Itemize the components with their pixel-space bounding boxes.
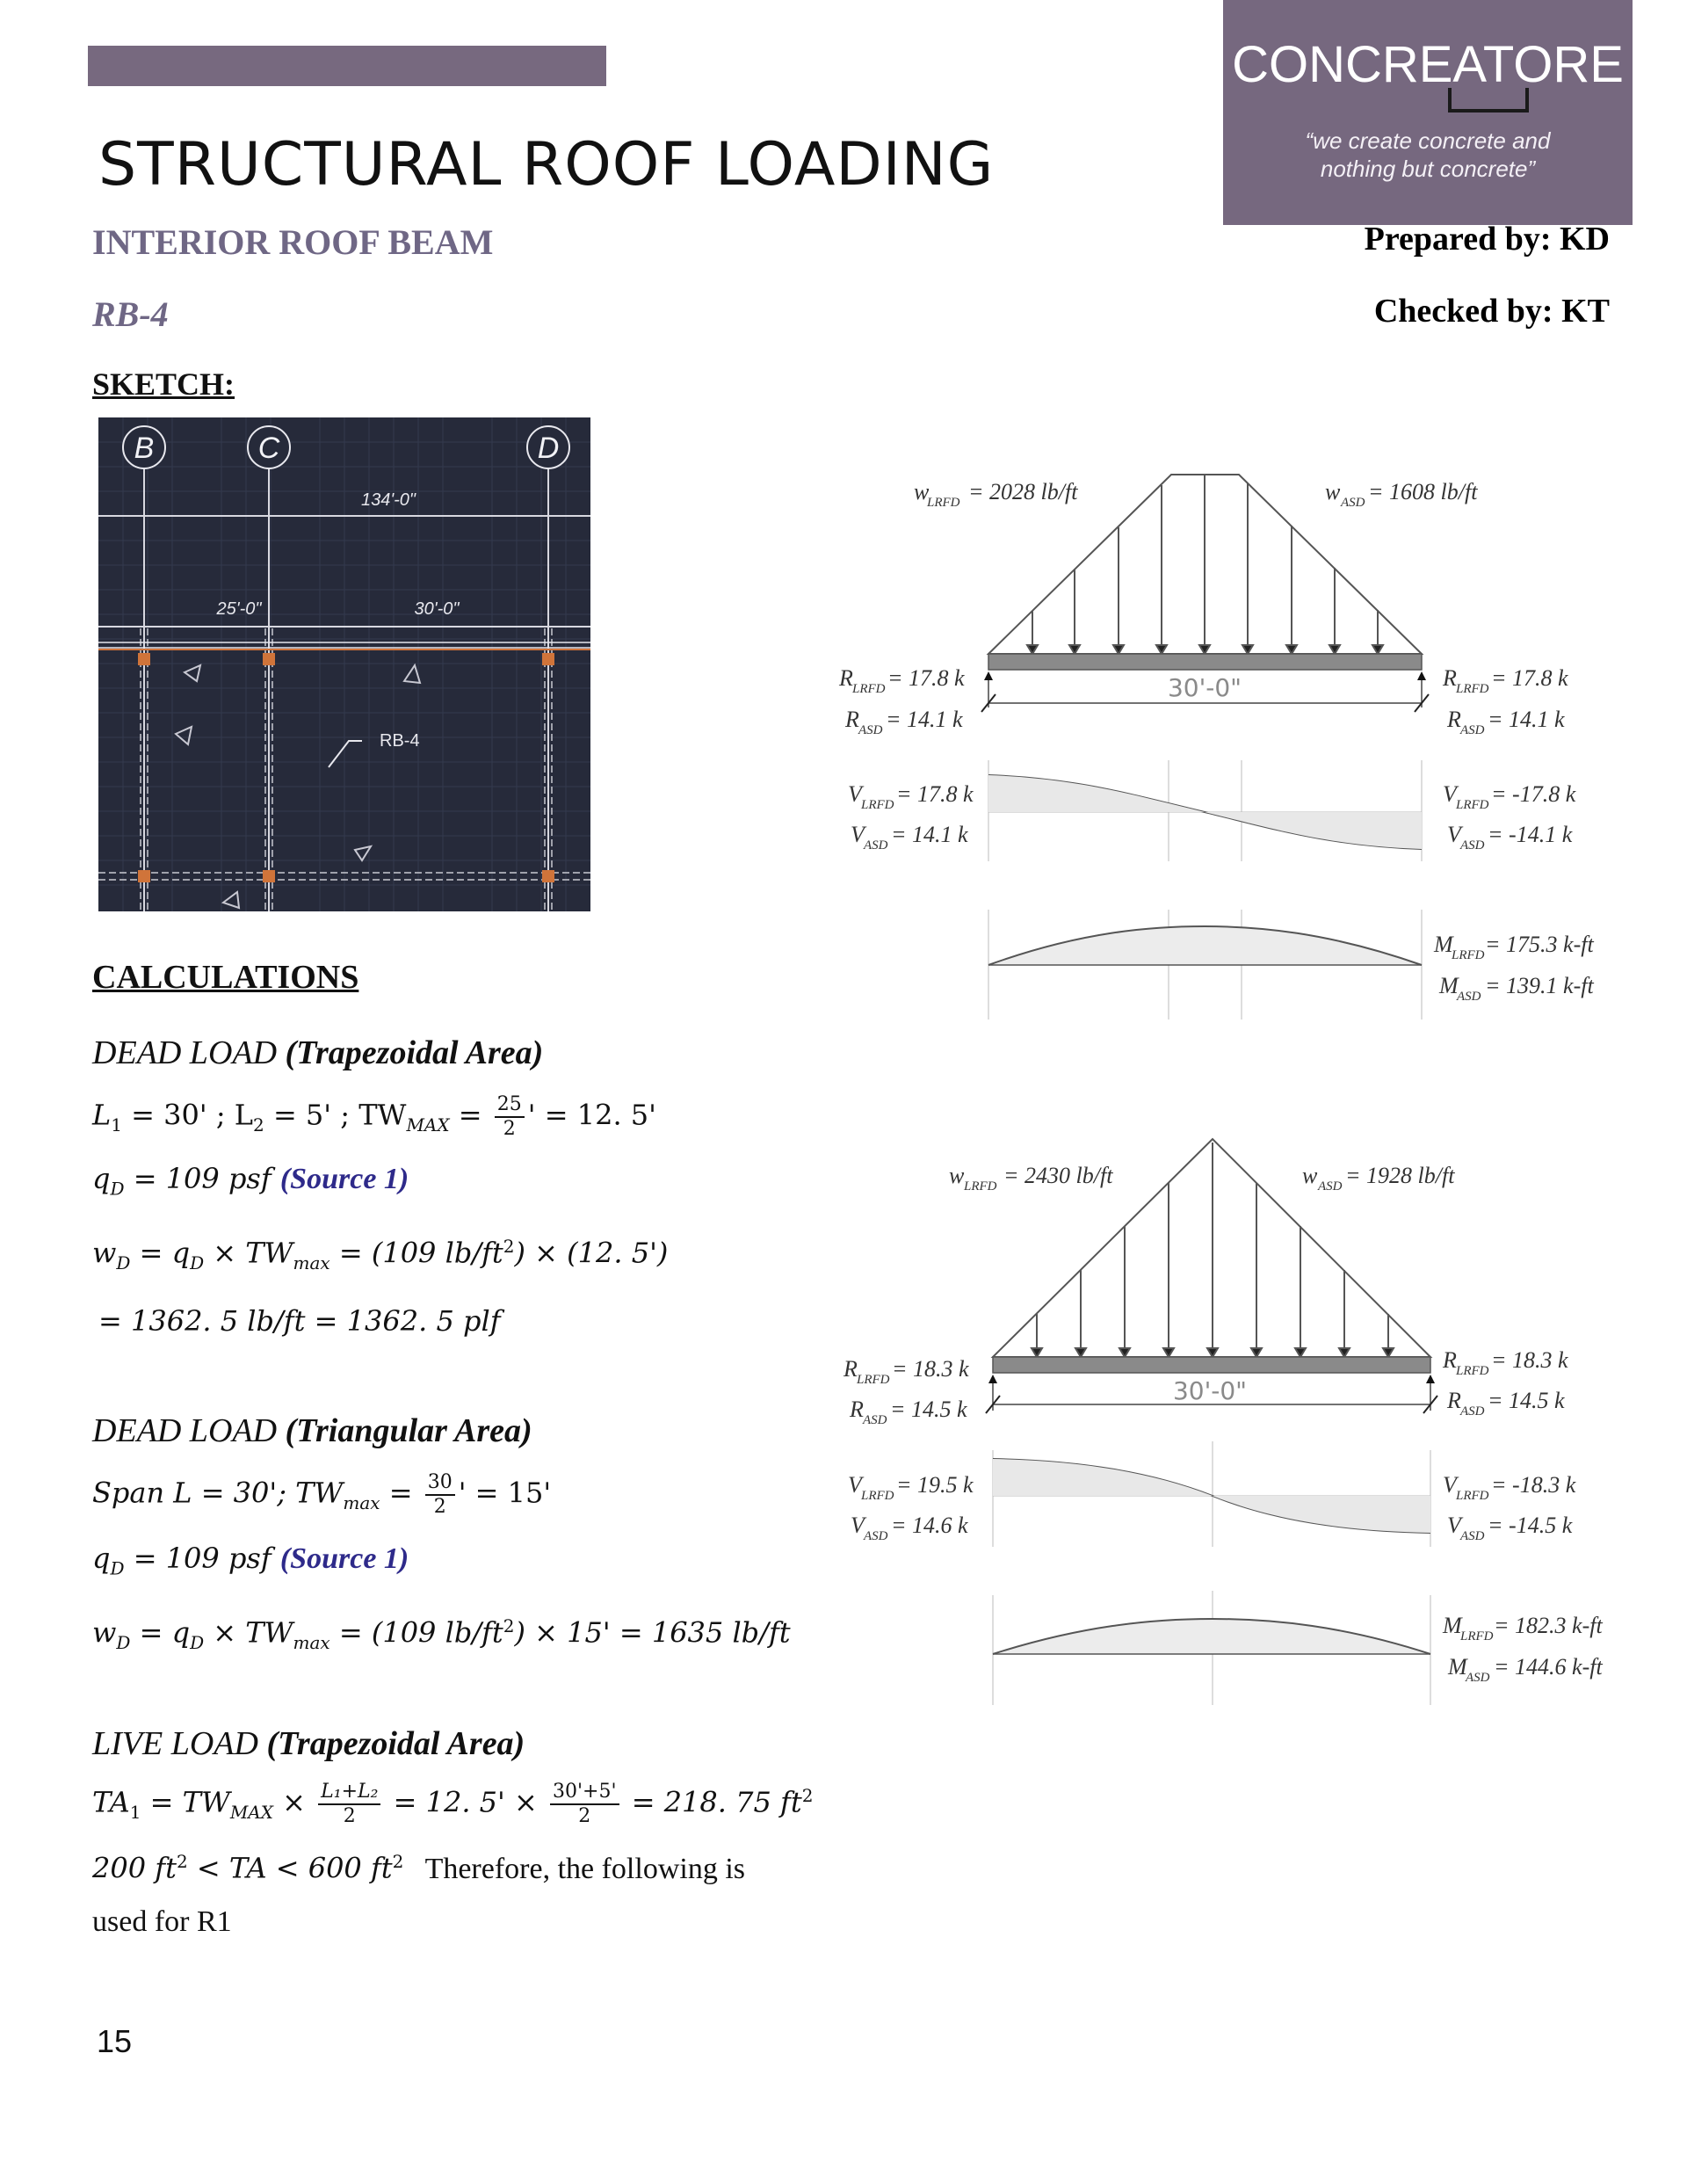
eq-area-range: 200 $ft^2$ < TA < 600 $ft^2$ Therefore, the following is <box>92 1851 745 1885</box>
span-label: 30'-0" <box>1172 1376 1248 1405</box>
beam-id: RB-4 <box>92 294 169 334</box>
r-lrfd-right-sub: LRFD <box>1456 682 1489 696</box>
heading-text: DEAD LOAD <box>92 1412 278 1449</box>
heading-qualifier: (Trapezoidal Area) <box>266 1725 525 1762</box>
m-asd-sub: ASD <box>1457 990 1481 1004</box>
logo-box <box>1223 0 1633 225</box>
eq-trap-wd: $w_D = q_D \times TW_{max} = (109$ $lb/ft^2) \times (12$. 5') <box>92 1236 669 1274</box>
grid-c: C <box>257 432 280 465</box>
v-lrfd-right-sub: LRFD <box>1456 798 1489 812</box>
logo-wordmark: CONCREATORE <box>1232 36 1624 93</box>
heading-text: LIVE LOAD <box>92 1725 258 1762</box>
v-lrfd-right-symbol: V <box>1443 1472 1457 1498</box>
r-asd-left-value: = 14.5 k <box>890 1397 967 1422</box>
v-lrfd-left-sub: LRFD <box>861 1489 894 1503</box>
w-asd-value: = 1928 lb/ft <box>1345 1163 1455 1188</box>
m-lrfd-value: = 175.3 k-ft <box>1485 932 1594 957</box>
dead-load-triangular-heading <box>92 1411 532 1450</box>
v-asd-right-symbol: V <box>1447 822 1461 847</box>
w-asd-label: w <box>1302 1163 1318 1188</box>
grid-b: B <box>134 432 155 465</box>
dim-left: 25'-0" <box>216 599 262 619</box>
logo-tagline <box>1223 127 1633 183</box>
r-lrfd-left-symbol: R <box>844 1356 858 1382</box>
used-for-text: used for R1 <box>92 1905 232 1938</box>
v-lrfd-right-symbol: V <box>1443 781 1457 807</box>
v-lrfd-left-symbol: V <box>848 781 862 807</box>
r-lrfd-right-symbol: R <box>1443 665 1457 691</box>
r-lrfd-left-value: = 18.3 k <box>892 1356 969 1382</box>
dead-load-trapezoidal-heading <box>92 1034 543 1072</box>
v-asd-right-value: = -14.1 k <box>1488 822 1573 847</box>
heading-text: DEAD LOAD <box>92 1034 278 1071</box>
grid-d: D <box>537 432 560 465</box>
r-asd-left-value: = 14.1 k <box>886 707 963 732</box>
eq-tri-qd: $q_D = 109$ psf (Source 1) <box>92 1542 409 1579</box>
fraction: $\frac{25}{2}$ <box>495 1093 525 1141</box>
w-lrfd-value: = 2028 lb/ft <box>968 479 1078 504</box>
v-asd-left-sub: ASD <box>864 1529 888 1543</box>
r-asd-left-sub: ASD <box>858 723 883 737</box>
fraction: $\frac{30}{2}$ <box>425 1471 455 1519</box>
framing-plan-sketch <box>98 417 590 911</box>
live-load-trapezoidal-heading <box>92 1724 525 1763</box>
m-lrfd-sub: LRFD <box>1452 948 1485 962</box>
m-asd-sub: ASD <box>1466 1671 1490 1685</box>
v-lrfd-left-symbol: V <box>848 1472 862 1498</box>
r-asd-right-symbol: R <box>1447 707 1461 732</box>
source-ref: (Source 1) <box>279 1163 409 1195</box>
beam <box>993 1357 1430 1373</box>
calculations-label: CALCULATIONS <box>92 959 359 996</box>
r-lrfd-left-sub: LRFD <box>852 682 886 696</box>
v-lrfd-right-value: = -17.8 k <box>1491 781 1576 807</box>
v-asd-left-symbol: V <box>851 822 865 847</box>
v-asd-left-value: = 14.6 k <box>891 1513 968 1538</box>
eq-tri-wd: $w_D = q_D \times TW_{max} = (109$ $lb/ft^2) \times 15' = 1635$ lb/ft <box>92 1615 791 1654</box>
dim-overall: 134'-0" <box>360 490 416 510</box>
m-asd-symbol: M <box>1448 1654 1467 1680</box>
checked-by: Checked by: KT <box>1373 293 1610 330</box>
page-title: STRUCTURAL ROOF LOADING <box>98 130 995 200</box>
eq-trap-spans: $L_1 = 30'$ ; $L_2 = 5'$ ; $TW_{MAX}$ = $\frac{25}{2}$ ' = 12. 5' <box>92 1093 656 1140</box>
v-asd-right-sub: ASD <box>1460 1529 1485 1543</box>
load-diagram-triangular <box>817 1134 1608 1714</box>
beam-tag: RB-4 <box>380 731 420 751</box>
v-asd-left-value: = 14.1 k <box>891 822 968 847</box>
header-band <box>88 46 606 86</box>
logo-bracket-icon <box>1448 88 1529 112</box>
v-lrfd-left-value: = 17.8 k <box>896 781 974 807</box>
fraction: $\frac{30'+5'}{2}$ <box>550 1781 619 1828</box>
v-lrfd-left-sub: LRFD <box>861 798 894 812</box>
tagline-line-1: “we create concrete and <box>1305 127 1551 154</box>
w-asd-sub: ASD <box>1341 496 1365 510</box>
r-asd-right-value: = 14.1 k <box>1488 707 1565 732</box>
v-lrfd-right-sub: LRFD <box>1456 1489 1489 1503</box>
r-lrfd-left-value: = 17.8 k <box>887 665 965 691</box>
w-lrfd-sub: LRFD <box>964 1179 997 1194</box>
m-asd-value: = 144.6 k-ft <box>1494 1654 1603 1680</box>
load-diagram-trapezoidal <box>817 457 1608 1037</box>
w-asd-value: = 1608 lb/ft <box>1368 479 1478 504</box>
heading-qualifier: (Triangular Area) <box>285 1412 532 1449</box>
eq-trap-result: = 1362. 5 lb/ft = 1362. 5 plf <box>98 1304 501 1338</box>
v-asd-right-sub: ASD <box>1460 838 1485 853</box>
dim-right: 30'-0" <box>414 599 460 619</box>
r-asd-right-symbol: R <box>1447 1388 1461 1413</box>
r-lrfd-right-value: = 18.3 k <box>1491 1347 1568 1373</box>
heading-qualifier: (Trapezoidal Area) <box>285 1034 544 1071</box>
r-asd-right-sub: ASD <box>1460 723 1485 737</box>
m-lrfd-symbol: M <box>1434 932 1453 957</box>
tagline-line-2: nothing but concrete” <box>1320 156 1536 182</box>
v-asd-left-symbol: V <box>851 1513 865 1538</box>
m-asd-value: = 139.1 k-ft <box>1485 973 1594 998</box>
r-asd-left-symbol: R <box>850 1397 864 1422</box>
v-asd-left-sub: ASD <box>864 838 888 853</box>
w-lrfd-label: w <box>949 1163 965 1188</box>
therefore-text: Therefore, the following is <box>424 1852 745 1885</box>
r-lrfd-left-symbol: R <box>839 665 853 691</box>
w-lrfd-value: = 2430 lb/ft <box>1003 1163 1113 1188</box>
fraction: $\frac{\text{L₁+L₂}}{2}$ <box>318 1781 380 1828</box>
w-asd-label: w <box>1325 479 1341 504</box>
r-lrfd-right-sub: LRFD <box>1456 1364 1489 1378</box>
v-asd-right-value: = -14.5 k <box>1488 1513 1573 1538</box>
m-lrfd-symbol: M <box>1443 1613 1462 1638</box>
sketch-label: SKETCH: <box>92 366 235 402</box>
m-lrfd-value: = 182.3 k-ft <box>1494 1613 1603 1638</box>
r-asd-left-sub: ASD <box>863 1413 887 1427</box>
r-lrfd-left-sub: LRFD <box>857 1373 890 1387</box>
span-label: 30'-0" <box>1167 673 1242 702</box>
subtitle: INTERIOR ROOF BEAM <box>92 222 494 262</box>
eq-trap-qd: $q_D = 109$ psf (Source 1) <box>92 1162 409 1200</box>
r-asd-right-sub: ASD <box>1460 1404 1485 1419</box>
v-asd-right-symbol: V <box>1447 1513 1461 1538</box>
page-number: 15 <box>97 2023 133 2059</box>
w-lrfd-label: w <box>914 479 930 504</box>
r-lrfd-right-value: = 17.8 k <box>1491 665 1568 691</box>
beam <box>988 654 1422 670</box>
m-asd-symbol: M <box>1439 973 1459 998</box>
r-lrfd-right-symbol: R <box>1443 1347 1457 1373</box>
v-lrfd-right-value: = -18.3 k <box>1491 1472 1576 1498</box>
w-lrfd-sub: LRFD <box>927 496 960 510</box>
eq-tri-span: Span L = 30'; $TW_{max}$ = $\frac{30}{2}$ ' = 15' <box>92 1471 552 1518</box>
w-asd-sub: ASD <box>1318 1179 1343 1194</box>
source-ref: (Source 1) <box>279 1542 409 1575</box>
eq-tributary-area: $TA_1 = TW_{MAX}$ × $\frac{\text{L₁+L₂}}{2}$ = 12. 5' × $\frac{30'+5'}{2}$ = 218. 75 $ft^2$ <box>92 1781 814 1827</box>
v-lrfd-left-value: = 19.5 k <box>896 1472 974 1498</box>
prepared-by: Prepared by: KD <box>1364 221 1610 258</box>
r-asd-left-symbol: R <box>845 707 859 732</box>
r-asd-right-value: = 14.5 k <box>1488 1388 1565 1413</box>
m-lrfd-sub: LRFD <box>1460 1629 1494 1643</box>
